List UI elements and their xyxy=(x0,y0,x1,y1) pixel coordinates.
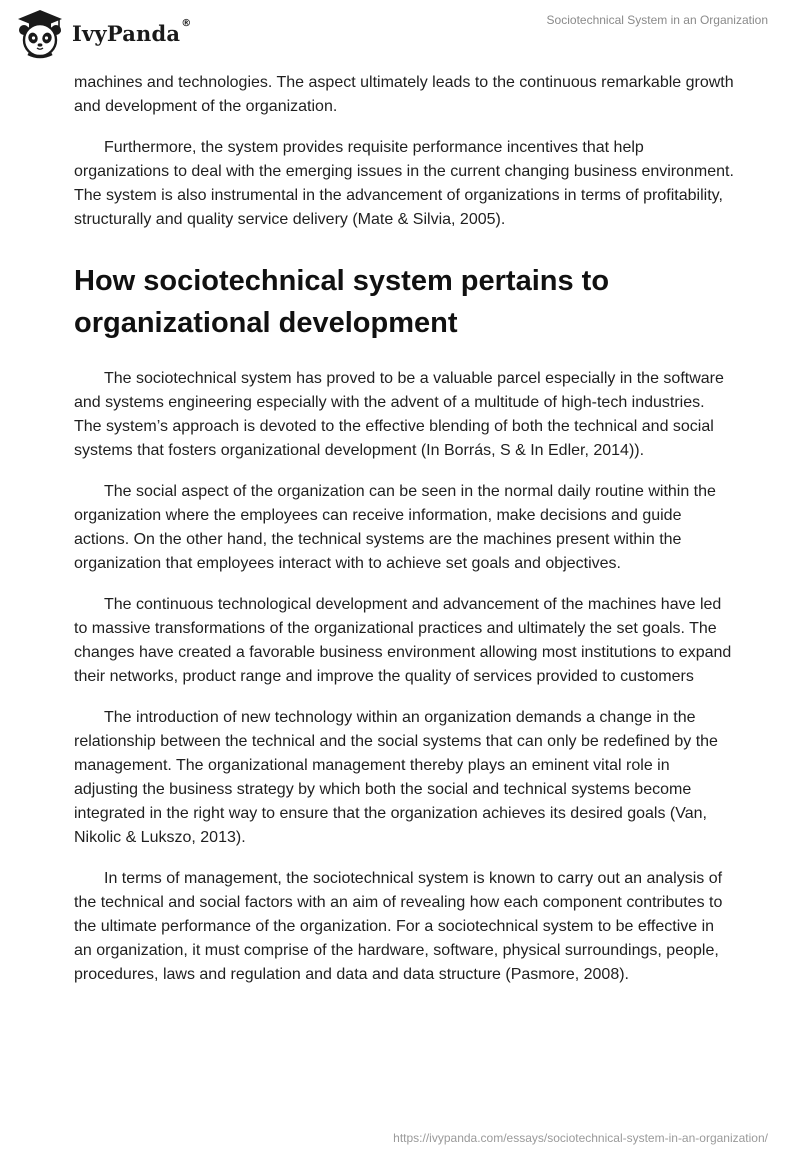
page-header xyxy=(0,0,800,60)
panda-graduate-icon xyxy=(14,8,66,60)
paragraph: The sociotechnical system has proved to be a valuable parcel especially in the software and systems engineering especially with the advent of a multitude of high-tech industries. The system’s approach is devoted to the effective blending of both the technical and social systems that fosters organizational development (In Borrás, S & In Edler, 2014)). xyxy=(74,370,724,459)
paragraph: Furthermore, the system provides requisite performance incentives that help organizations to deal with the emerging issues in the current changing business environment. The system is also instrumental in the advancement of organizations in terms of profitability, structurally and quality service delivery (Mate & Silvia, 2005). xyxy=(74,139,734,228)
document-title: Sociotechnical System in an Organization xyxy=(546,13,768,27)
paragraph: The continuous technological development and advancement of the machines have led to massive transformations of the organizational practices and ultimately the set goals. The changes have created a favorable business environment allowing most institutions to expand their networks, product range and improve the quality of services provided to customers xyxy=(74,596,732,685)
paragraph: In terms of management, the sociotechnical system is known to carry out an analysis of the technical and social factors with an aim of revealing how each component contributes to the ultimate performance of the organization. For a sociotechnical system to be effective in an organization, it must comprise of the hardware, software, physical surroundings, people, procedures, laws and regulation and data and data structure (Pasmore, 2008). xyxy=(74,870,723,983)
paragraph: The social aspect of the organization can be seen in the normal daily routine within the organization where the employees can receive information, make decisions and guide actions. On the other hand, the technical systems are the machines present within the organization that employees interact with to achieve set goals and objectives. xyxy=(74,483,716,572)
brand-name: IvyPanda® xyxy=(72,17,192,46)
paragraph-continued: machines and technologies. The aspect ultimately leads to the continuous remarkable growth and development of the organization. xyxy=(74,74,734,115)
essay-body xyxy=(74,71,734,1004)
source-url[interactable]: https://ivypanda.com/essays/sociotechnical-system-in-an-organization/ xyxy=(393,1131,768,1145)
registered-mark: ® xyxy=(181,17,192,29)
paragraph: The introduction of new technology within an organization demands a change in the relationship between the technical and the social systems that can only be redefined by the management. The organizational management thereby plays an eminent vital role in adjusting the business strategy by which both the social and technical systems become integrated in the right way to ensure that the organization achieves its desired goals (Van, Nikolic & Lukszo, 2013). xyxy=(74,709,718,846)
section-heading: How sociotechnical system pertains to organizational development xyxy=(74,265,610,339)
brand-logo[interactable] xyxy=(14,8,191,60)
